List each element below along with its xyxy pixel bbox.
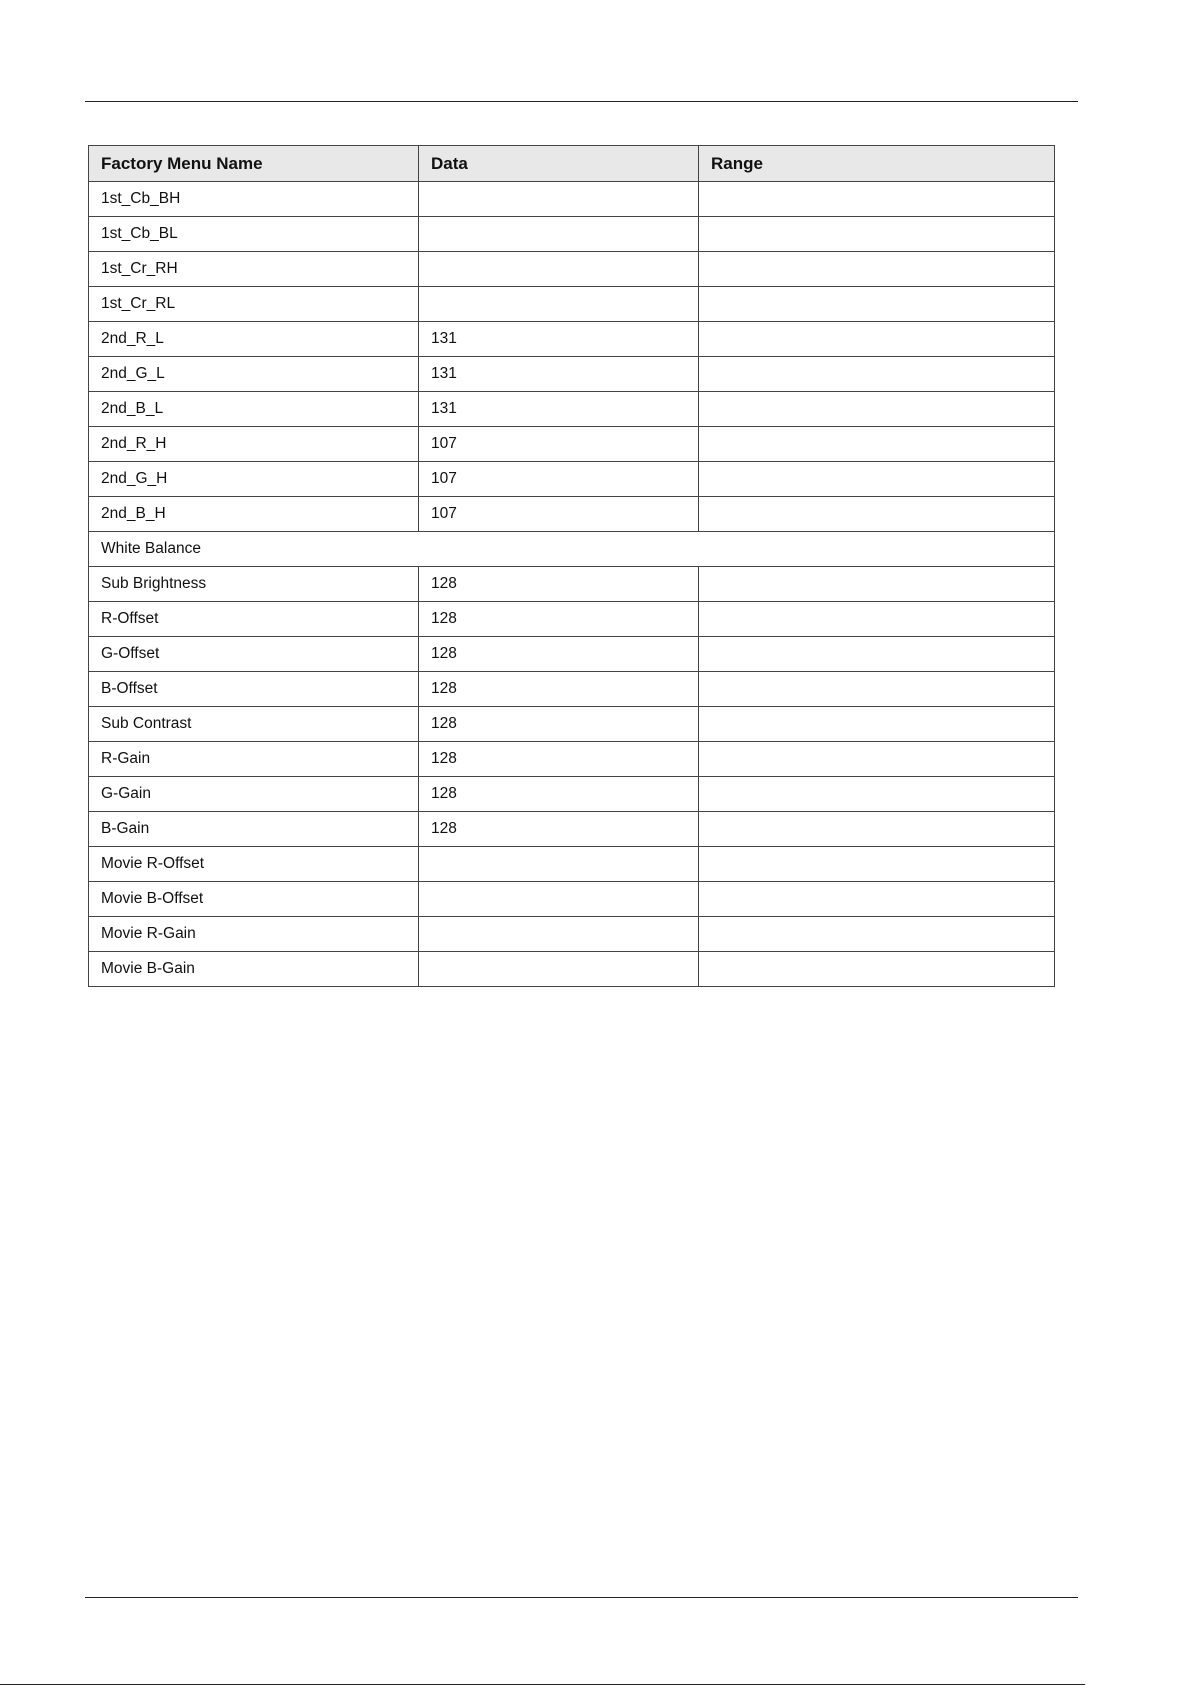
factory-menu-table [88, 145, 1055, 987]
cell-range [699, 427, 1055, 462]
footer-rule [85, 1597, 1078, 1598]
cell-menu-name: R-Offset [89, 602, 419, 637]
cell-range [699, 917, 1055, 952]
table-row [89, 917, 1055, 952]
cell-menu-name: 1st_Cr_RL [89, 287, 419, 322]
header-range: Range [699, 146, 1055, 182]
cell-menu-name: G-Gain [89, 777, 419, 812]
cell-menu-name: 2nd_B_H [89, 497, 419, 532]
header-factory-menu-name: Factory Menu Name [89, 146, 419, 182]
cell-data [419, 847, 699, 882]
cell-range [699, 217, 1055, 252]
cell-data: 128 [419, 672, 699, 707]
table-row [89, 637, 1055, 672]
cell-data: 107 [419, 427, 699, 462]
cell-data: 128 [419, 637, 699, 672]
cell-range [699, 847, 1055, 882]
table-row [89, 252, 1055, 287]
table-row [89, 462, 1055, 497]
cell-data: 128 [419, 707, 699, 742]
cell-range [699, 497, 1055, 532]
table-row [89, 322, 1055, 357]
cell-menu-name: Sub Brightness [89, 567, 419, 602]
cell-data [419, 952, 699, 987]
cell-data: 131 [419, 392, 699, 427]
cell-data [419, 182, 699, 217]
cell-range [699, 252, 1055, 287]
cell-menu-name: 1st_Cb_BL [89, 217, 419, 252]
table-row [89, 672, 1055, 707]
cell-menu-name: 2nd_R_L [89, 322, 419, 357]
header-data: Data [419, 146, 699, 182]
cell-range [699, 322, 1055, 357]
cell-menu-name: R-Gain [89, 742, 419, 777]
table-row [89, 287, 1055, 322]
cell-range [699, 952, 1055, 987]
table-row [89, 882, 1055, 917]
cell-menu-name: B-Gain [89, 812, 419, 847]
cell-range [699, 637, 1055, 672]
cell-range [699, 357, 1055, 392]
cell-data [419, 287, 699, 322]
table-row [89, 182, 1055, 217]
cell-menu-name: B-Offset [89, 672, 419, 707]
table-row [89, 602, 1055, 637]
table-row [89, 707, 1055, 742]
cell-range [699, 882, 1055, 917]
cell-range [699, 287, 1055, 322]
cell-data: 131 [419, 322, 699, 357]
cell-menu-name: Movie B-Gain [89, 952, 419, 987]
cell-range [699, 742, 1055, 777]
cell-range [699, 777, 1055, 812]
cell-data: 131 [419, 357, 699, 392]
table-row [89, 497, 1055, 532]
table-row [89, 427, 1055, 462]
cell-range [699, 812, 1055, 847]
cell-data [419, 252, 699, 287]
cell-data [419, 882, 699, 917]
cell-data [419, 917, 699, 952]
table-row [89, 742, 1055, 777]
cell-data: 128 [419, 567, 699, 602]
table-row [89, 952, 1055, 987]
cell-menu-name: 2nd_G_L [89, 357, 419, 392]
cell-data [419, 217, 699, 252]
cell-range [699, 462, 1055, 497]
cell-menu-name: Movie R-Offset [89, 847, 419, 882]
header-rule [85, 101, 1078, 102]
cell-menu-name: 1st_Cr_RH [89, 252, 419, 287]
cell-data: 128 [419, 742, 699, 777]
cell-range [699, 672, 1055, 707]
table-row [89, 217, 1055, 252]
table-body [89, 182, 1055, 987]
table-row [89, 847, 1055, 882]
cell-data: 107 [419, 462, 699, 497]
table-row [89, 357, 1055, 392]
cell-range [699, 602, 1055, 637]
cell-data: 128 [419, 777, 699, 812]
cell-range [699, 182, 1055, 217]
table-row [89, 392, 1055, 427]
cell-menu-name: 1st_Cb_BH [89, 182, 419, 217]
cell-data: 128 [419, 812, 699, 847]
cell-data: 128 [419, 602, 699, 637]
cell-range [699, 567, 1055, 602]
cell-menu-name: 2nd_R_H [89, 427, 419, 462]
cell-menu-name: Movie B-Offset [89, 882, 419, 917]
cell-range [699, 707, 1055, 742]
cell-range [699, 392, 1055, 427]
table-header-row [89, 146, 1055, 182]
table-row [89, 567, 1055, 602]
cell-menu-name: Sub Contrast [89, 707, 419, 742]
table-row [89, 777, 1055, 812]
cell-menu-name: Movie R-Gain [89, 917, 419, 952]
cell-menu-name: 2nd_B_L [89, 392, 419, 427]
table-row [89, 812, 1055, 847]
cell-menu-name: 2nd_G_H [89, 462, 419, 497]
cell-menu-name: G-Offset [89, 637, 419, 672]
cell-data: 107 [419, 497, 699, 532]
section-row [89, 532, 1055, 567]
section-label: White Balance [89, 532, 1055, 567]
